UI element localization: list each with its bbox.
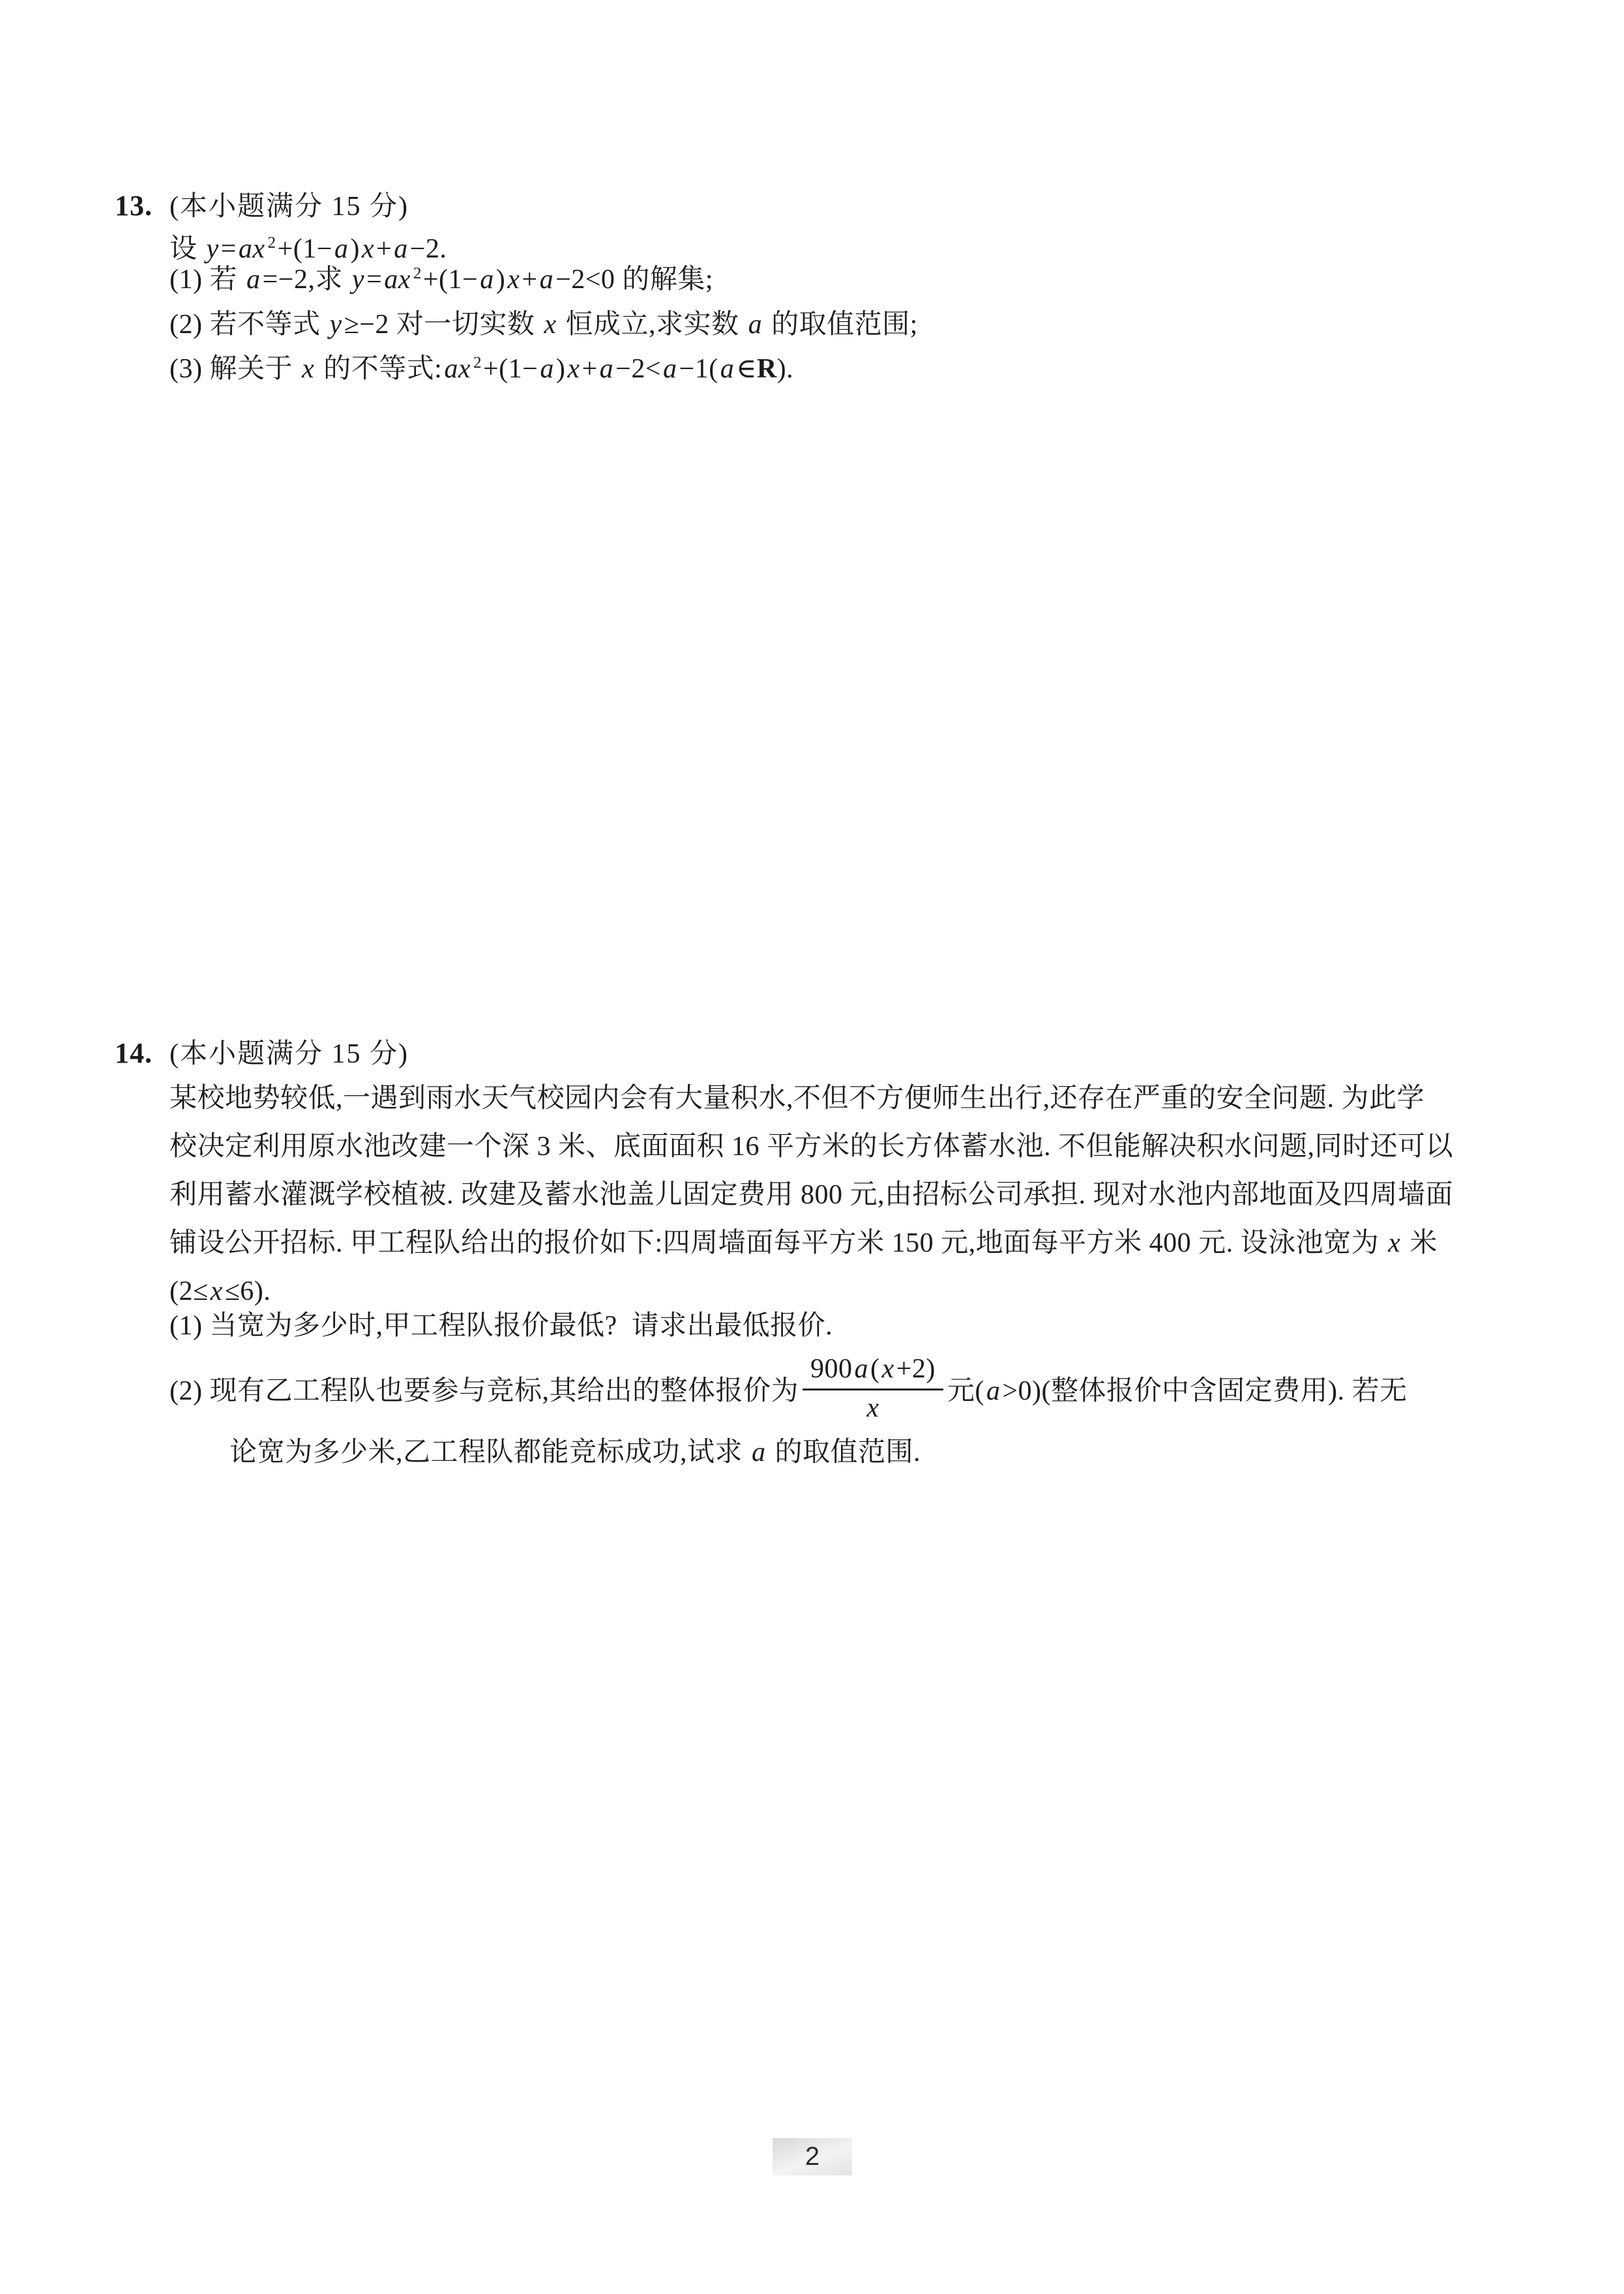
problem-14-header [115,1032,409,1071]
paragraph-line-5: (2≤x≤6). [170,1276,271,1306]
problem-13-item-2: (2) 若不等式 y≥−2 对一切实数 x 恒成立,求实数 a 的取值范围; [170,310,918,340]
problem-14-score-note: (本小题满分 15 分) [170,1039,409,1069]
problem-13-score-note: (本小题满分 15 分) [170,192,409,222]
problem-14-number: 14. [115,1037,153,1069]
fraction-denominator: x [866,1392,879,1423]
problem-13-item-3: (3) 解关于 x 的不等式:ax $^2$+(1−a)x+a−2<a−1(a∈R). [170,354,794,384]
problem-14-paragraph [170,1074,1453,1316]
problem-13-setup: 设 y=ax $^2$+(1−a)x+a−2. [170,234,447,264]
fraction-numerator: 900a(x+2) [803,1354,943,1390]
problem-13-number: 13. [115,190,153,222]
problem-13-item-1: (1) 若 a=−2,求 y=ax $^2$+(1−a)x+a−2<0 的解集; [170,265,714,295]
item-2-text-after: 元(a>0)(整体报价中含固定费用). 若无 [947,1376,1408,1406]
paragraph-line-3: 利用蓄水灌溉学校植被. 改建及蓄水池盖儿固定费用 800 元,由招标公司承担. 现对水池内部地面及四周墙面 [170,1180,1454,1210]
page-number: 2 [805,2142,820,2171]
paragraph-line-2: 校决定利用原水池改建一个深 3 米、底面面积 16 平方米的长方体蓄水池. 不但能解决积水问题,同时还可以 [170,1132,1454,1162]
problem-14-item-2-continuation: 论宽为多少米,乙工程队都能竞标成功,试求 a 的取值范围. [229,1437,921,1467]
paragraph-line-1: 某校地势较低,一遇到雨水天气校园内会有大量积水,不但不方便师生出行,还存在严重的安全问题. 为此学 [170,1083,1425,1113]
fraction [803,1354,943,1422]
page-number-box [773,2138,852,2175]
problem-14-item-1: (1) 当宽为多少时,甲工程队报价最低? 请求出最低报价. [170,1311,833,1341]
paragraph-line-4: 铺设公开招标. 甲工程队给出的报价如下:四周墙面每平方米 150 元,地面每平方米 400 元. 设泳池宽为 x 米 [170,1228,1438,1258]
problem-14-item-2 [170,1346,1407,1432]
item-2-text-before: (2) 现有乙工程队也要参与竞标,其给出的整体报价为 [170,1376,799,1406]
problem-13-header [115,184,409,224]
